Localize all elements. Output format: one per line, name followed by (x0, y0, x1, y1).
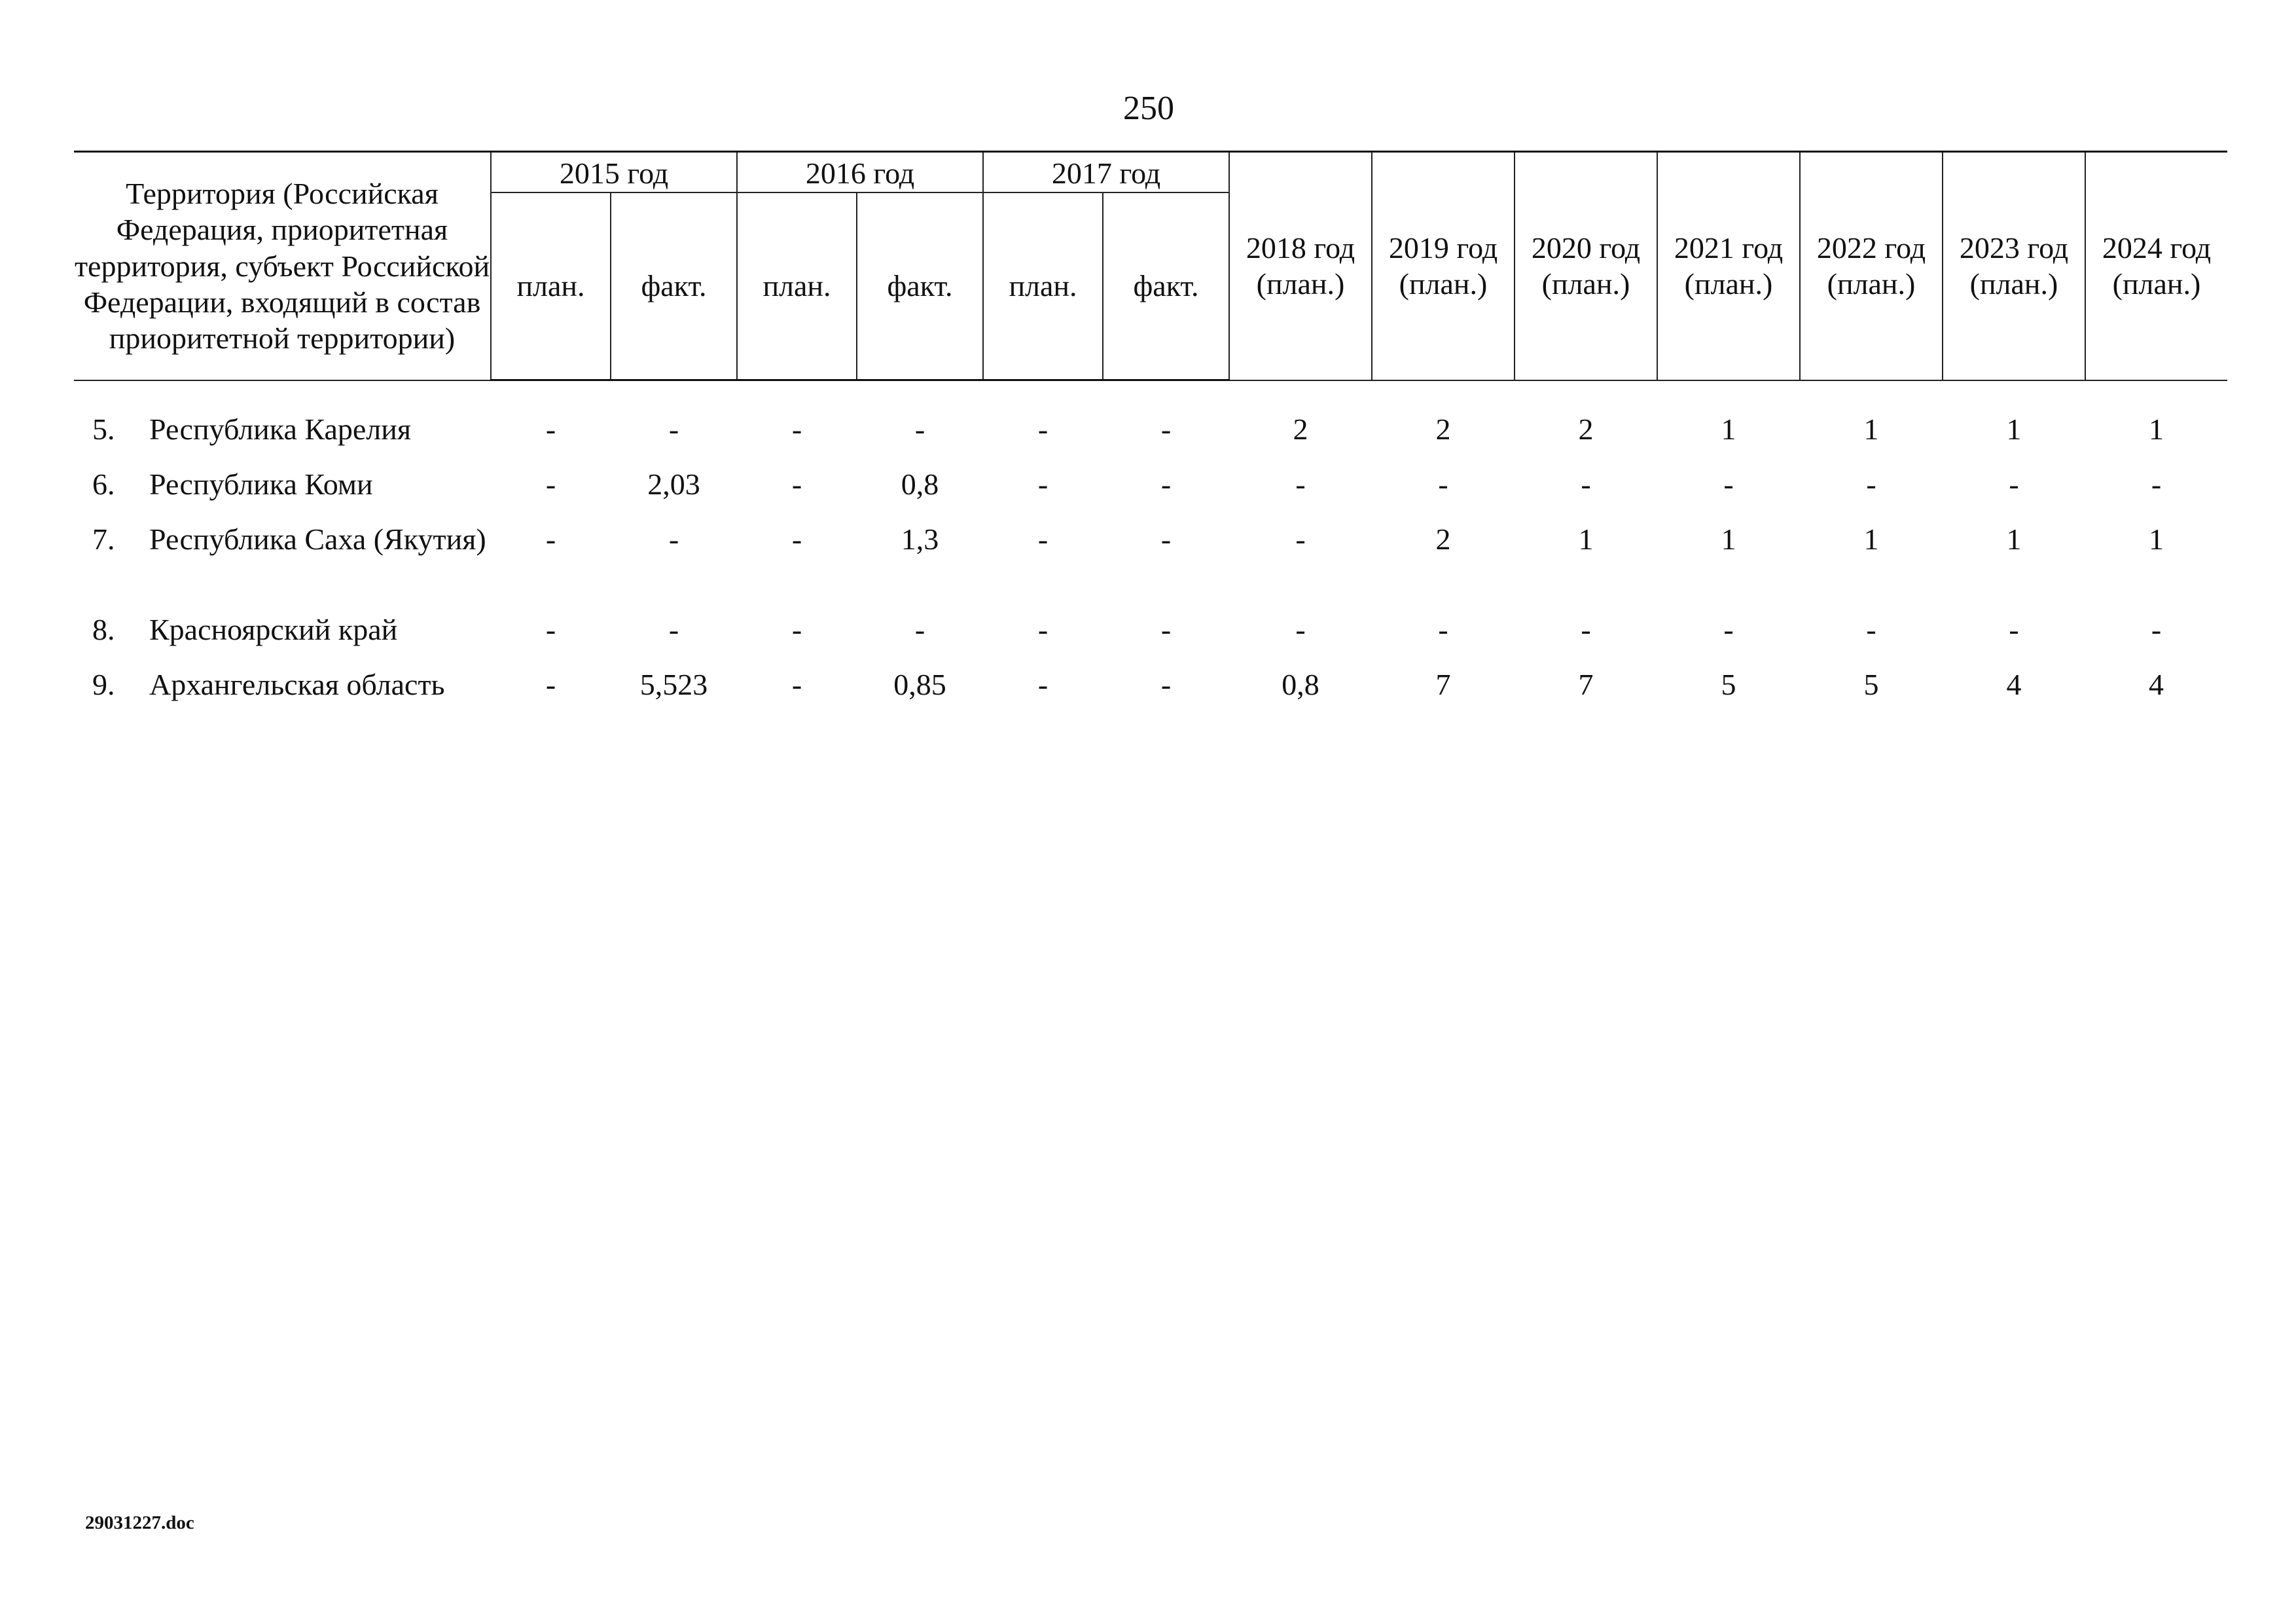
value-cell: - (1866, 613, 1876, 646)
value-cell: 4 (2149, 668, 2164, 701)
row-number: 9. (92, 668, 115, 701)
value-cell: - (2151, 467, 2162, 501)
value-cell: 1,3 (901, 522, 939, 556)
value-cell: - (791, 613, 802, 646)
value-cell: - (2009, 467, 2019, 501)
year-2024-header: 2024 год (план.) (2085, 152, 2227, 380)
page-number: 250 (1123, 90, 1174, 127)
value-cell: 2 (1293, 412, 1308, 446)
territory-name: Республика Саха (Якутия) (149, 522, 486, 556)
fact-2017-header: факт. (1103, 192, 1229, 380)
value-cell: - (1581, 613, 1591, 646)
value-cell: - (2151, 613, 2162, 646)
value-cell: - (545, 613, 556, 646)
value-cell: 1 (2006, 412, 2022, 446)
value-cell: 1 (1863, 412, 1879, 446)
value-cell: - (1037, 522, 1049, 556)
year-2022-header: 2022 год (план.) (1800, 152, 1943, 380)
value-cell: 1 (1863, 522, 1879, 556)
value-cell: - (1581, 467, 1591, 501)
value-cell: 0,8 (901, 467, 939, 501)
value-cell: 2 (1435, 522, 1451, 556)
value-cell: - (668, 613, 679, 646)
value-cell: 5 (1863, 668, 1879, 701)
value-cell: 1 (2006, 522, 2022, 556)
value-cell: - (791, 668, 802, 701)
value-cell: - (1037, 412, 1049, 446)
year-2021-header: 2021 год (план.) (1657, 152, 1800, 380)
value-cell: - (1160, 668, 1172, 701)
territory-name: Красноярский край (149, 613, 398, 646)
value-cell: - (1037, 668, 1049, 701)
value-cell: - (1160, 412, 1172, 446)
value-cell: - (1295, 613, 1306, 646)
document-code: 29031227.doc (85, 1512, 194, 1533)
value-cell: - (1037, 467, 1049, 501)
plan-2016-header: план. (737, 192, 857, 380)
value-cell: - (914, 412, 925, 446)
value-cell: 4 (2006, 668, 2022, 701)
value-cell: - (914, 613, 925, 646)
plan-2015-header: план. (491, 192, 611, 380)
table-row (74, 521, 2227, 611)
row-number: 7. (92, 522, 115, 556)
value-cell: 0,8 (1282, 668, 1319, 701)
value-cell: 0,85 (893, 668, 946, 701)
value-cell: - (1160, 522, 1172, 556)
value-cell: - (545, 467, 556, 501)
value-cell: - (668, 412, 679, 446)
value-cell: - (545, 522, 556, 556)
value-cell: - (1723, 613, 1734, 646)
table-header (74, 151, 2227, 381)
value-cell: - (1295, 467, 1306, 501)
year-2016-header: 2016 год (737, 152, 983, 193)
row-number: 5. (92, 412, 115, 446)
value-cell: 5,523 (639, 668, 708, 701)
year-2017-header: 2017 год (983, 152, 1229, 193)
value-cell: 2 (1435, 412, 1451, 446)
table-row (74, 611, 2227, 666)
plan-2017-header: план. (983, 192, 1103, 380)
value-cell: - (1438, 467, 1448, 501)
row-number: 8. (92, 613, 115, 646)
value-cell: 2 (1578, 412, 1594, 446)
value-cell: - (1723, 467, 1734, 501)
territory-name: Архангельская область (149, 668, 445, 701)
value-cell: 1 (1721, 412, 1736, 446)
table-row (74, 411, 2227, 466)
fact-2015-header: факт. (611, 192, 737, 380)
value-cell: - (1160, 613, 1172, 646)
value-cell: - (791, 412, 802, 446)
year-2023-header: 2023 год (план.) (1943, 152, 2085, 380)
territory-name: Республика Карелия (149, 412, 412, 446)
fact-2016-header: факт. (857, 192, 983, 380)
value-cell: - (1866, 467, 1876, 501)
value-cell: - (791, 522, 802, 556)
table-body (74, 411, 2227, 721)
value-cell: 5 (1721, 668, 1736, 701)
year-2020-header: 2020 год (план.) (1515, 152, 1657, 380)
value-cell: 1 (2149, 522, 2164, 556)
value-cell: - (1160, 467, 1172, 501)
year-2015-header: 2015 год (491, 152, 737, 193)
value-cell: 2,03 (647, 467, 700, 501)
table-row (74, 466, 2227, 521)
value-cell: - (545, 412, 556, 446)
value-cell: - (668, 522, 679, 556)
value-cell: - (791, 467, 802, 501)
value-cell: 7 (1435, 668, 1451, 701)
value-cell: 7 (1578, 668, 1594, 701)
value-cell: - (1037, 613, 1049, 646)
row-number: 6. (92, 467, 115, 501)
territory-name: Республика Коми (149, 467, 373, 501)
table-row (74, 666, 2227, 721)
value-cell: 1 (2149, 412, 2164, 446)
value-cell: - (2009, 613, 2019, 646)
value-cell: - (545, 668, 556, 701)
year-2019-header: 2019 год (план.) (1372, 152, 1515, 380)
year-2018-header: 2018 год (план.) (1229, 152, 1372, 380)
value-cell: 1 (1721, 522, 1736, 556)
territory-column-header: Территория (Российская Федерация, приоритетная территория, субъект Российской Федерации, входящий в состав приоритетной территории) (74, 152, 491, 380)
value-cell: - (1295, 522, 1306, 556)
value-cell: 1 (1578, 522, 1594, 556)
value-cell: - (1438, 613, 1448, 646)
